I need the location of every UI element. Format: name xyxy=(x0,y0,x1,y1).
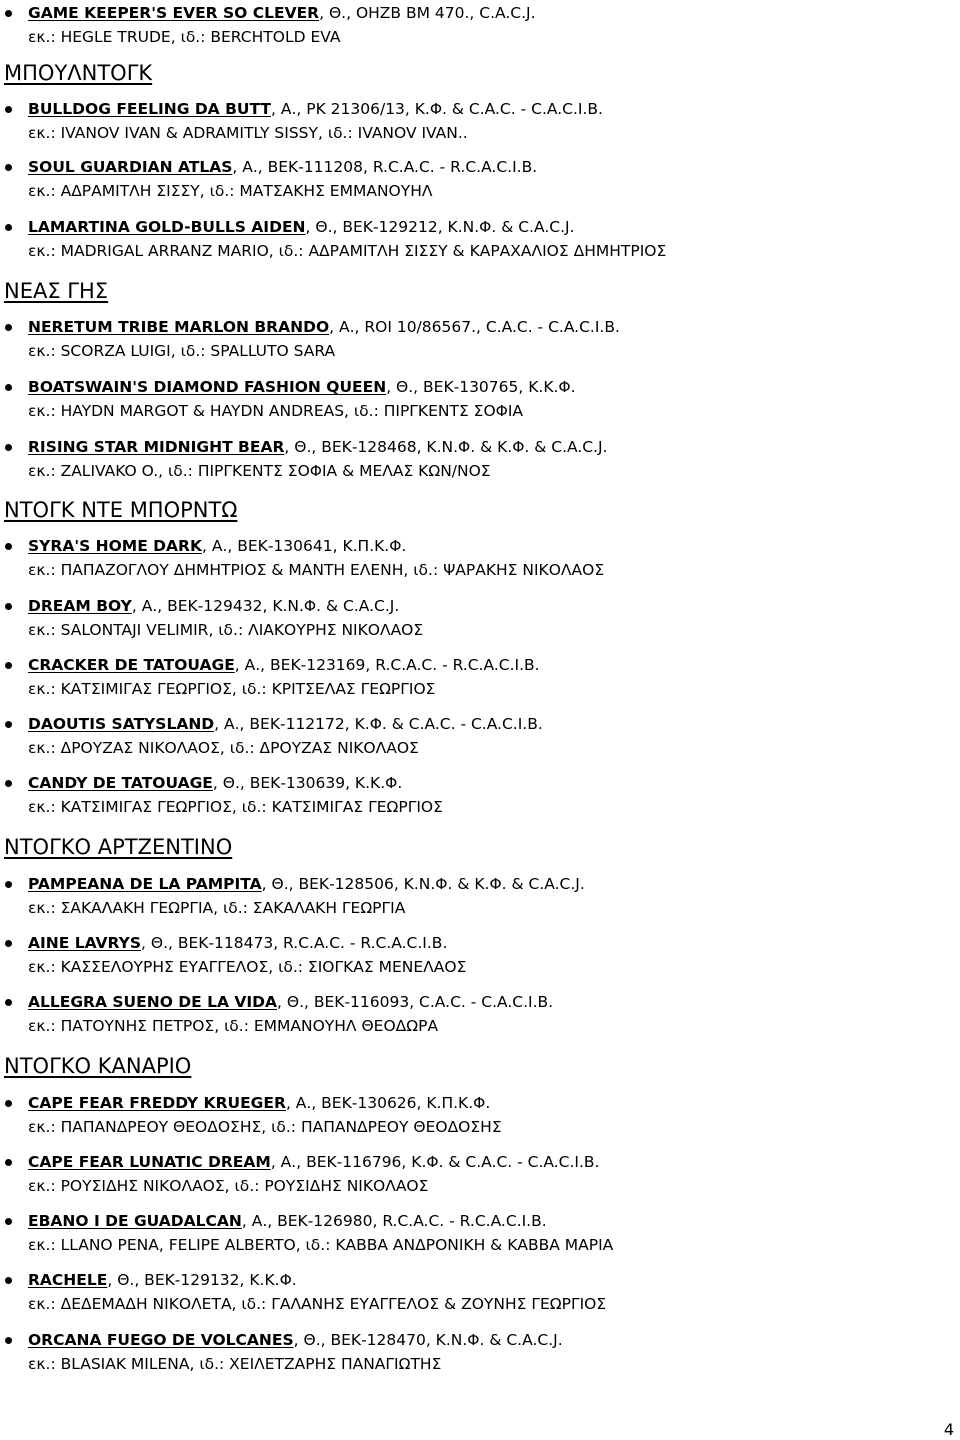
bullet-icon xyxy=(5,1159,12,1166)
dog-details: , Θ., ΒΕΚ-130765, Κ.Κ.Φ. xyxy=(386,378,576,396)
bullet-icon xyxy=(5,324,12,331)
breeder-owner: εκ.: MADRIGAL ARRANZ MARIO, ιδ.: ΑΔΡΑΜΙΤΛΗ ΣΙΣΣΥ & ΚΑΡΑΧΑΛΙΟΣ ΔΗΜΗΤΡΙΟΣ xyxy=(28,242,667,260)
dog-name: RACHELE xyxy=(28,1271,108,1289)
dog-details: , Α., ΒΕΚ-123169, R.C.A.C. - R.C.A.C.I.B. xyxy=(234,656,540,674)
bullet-icon xyxy=(5,999,12,1006)
breed-heading: ΜΠΟΥΛΝΤΟΓΚ xyxy=(4,61,153,85)
dog-name: EBANO I DE GUADALCAN xyxy=(28,1212,242,1230)
breeder-owner: εκ.: ΚΑΣΣΕΛΟΥΡΗΣ ΕΥΑΓΓΕΛΟΣ, ιδ.: ΣΙΟΓΚΑΣ ΜΕΝΕΛΑΟΣ xyxy=(28,958,467,976)
dog-details: , Θ., ΒΕΚ-130639, Κ.Κ.Φ. xyxy=(212,774,403,792)
dog-details: , Α., PK 21306/13, Κ.Φ. & C.A.C. - C.A.C.I.B. xyxy=(270,100,603,118)
dog-name: CRACKER DE TATOUAGE xyxy=(28,656,235,674)
dog-name: LAMARTINA GOLD-BULLS AIDEN xyxy=(28,218,306,236)
dog-details: , Θ., ΒΕΚ-128506, Κ.Ν.Φ. & Κ.Φ. & C.A.C.J. xyxy=(261,875,585,893)
dog-name: BOATSWAIN'S DIAMOND FASHION QUEEN xyxy=(28,378,387,396)
breeder-owner: εκ.: ΑΔΡΑΜΙΤΛΗ ΣΙΣΣΥ, ιδ.: ΜΑΤΣΑΚΗΣ ΕΜΜΑΝΟΥΗΛ xyxy=(28,182,433,200)
dog-name: SOUL GUARDIAN ATLAS xyxy=(28,158,233,176)
dog-details: , Α., ΒΕΚ-130626, Κ.Π.Κ.Φ. xyxy=(285,1094,491,1112)
dog-name: ORCANA FUEGO DE VOLCANES xyxy=(28,1331,294,1349)
breeder-owner: εκ.: SCORZA LUIGI, ιδ.: SPALLUTO SARA xyxy=(28,342,336,360)
page-number: 4 xyxy=(943,1420,954,1439)
breed-heading: ΝΤΟΓΚΟ ΚΑΝΑΡΙΟ xyxy=(4,1054,192,1078)
dog-name: BULLDOG FEELING DA BUTT xyxy=(28,100,271,118)
dog-details: , Θ., ΒΕΚ-129132, Κ.Κ.Φ. xyxy=(107,1271,297,1289)
bullet-icon xyxy=(5,721,12,728)
dog-details: , Θ., ΒΕΚ-128468, Κ.Ν.Φ. & Κ.Φ. & C.A.C.J. xyxy=(284,438,608,456)
bullet-icon xyxy=(5,106,12,113)
dog-details: , Α., ROI 10/86567., C.A.C. - C.A.C.I.B. xyxy=(329,318,620,336)
breeder-owner: εκ.: HAYDN MARGOT & HAYDN ANDREAS, ιδ.: ΠΙΡΓΚΕΝΤΣ ΣΟΦΙΑ xyxy=(28,402,524,420)
bullet-icon xyxy=(5,1337,12,1344)
bullet-icon xyxy=(5,780,12,787)
breeder-owner: εκ.: ΠΑΠΑΖΟΓΛΟΥ ΔΗΜΗΤΡΙΟΣ & ΜΑΝΤΗ ΕΛΕΝΗ, ιδ.: ΨΑΡΑΚΗΣ ΝΙΚΟΛΑΟΣ xyxy=(28,561,605,579)
breeder-owner: εκ.: ZALIVAKO O., ιδ.: ΠΙΡΓΚΕΝΤΣ ΣΟΦΙΑ & ΜΕΛΑΣ ΚΩΝ/ΝΟΣ xyxy=(28,462,491,480)
dog-details: , Θ., ΒΕΚ-118473, R.C.A.C. - R.C.A.C.I.B. xyxy=(141,934,448,952)
bullet-icon xyxy=(5,662,12,669)
bullet-icon xyxy=(5,164,12,171)
bullet-icon xyxy=(5,384,12,391)
bullet-icon xyxy=(5,603,12,610)
bullet-icon xyxy=(5,1218,12,1225)
dog-details: , Θ., ΒΕΚ-116093, C.A.C. - C.A.C.I.B. xyxy=(277,993,554,1011)
dog-name: NERETUM TRIBE MARLON BRANDO xyxy=(28,318,330,336)
breeder-owner: εκ.: HEGLE TRUDE, ιδ.: BERCHTOLD EVA xyxy=(28,28,341,46)
dog-details: , Θ., ΒΕΚ-129212, Κ.Ν.Φ. & C.A.C.J. xyxy=(305,218,575,236)
dog-details: , Α., ΒΕΚ-112172, Κ.Φ. & C.A.C. - C.A.C.I.B. xyxy=(214,715,543,733)
dog-details: , Θ., ΒΕΚ-128470, Κ.Ν.Φ. & C.A.C.J. xyxy=(293,1331,563,1349)
bullet-icon xyxy=(5,10,12,17)
breeder-owner: εκ.: BLASIAK MILENA, ιδ.: ΧΕΙΛΕΤΖΑΡΗΣ ΠΑΝΑΓΙΩΤΗΣ xyxy=(28,1355,442,1373)
dog-details: , Α., ΒΕΚ-126980, R.C.A.C. - R.C.A.C.I.B. xyxy=(241,1212,547,1230)
breeder-owner: εκ.: ΚΑΤΣΙΜΙΓΑΣ ΓΕΩΡΓΙΟΣ, ιδ.: ΚΡΙΤΣΕΛΑΣ ΓΕΩΡΓΙΟΣ xyxy=(28,680,436,698)
dog-details: , Θ., OHZB BM 470., C.A.C.J. xyxy=(319,4,536,22)
breeder-owner: εκ.: ΣΑΚΑΛΑΚΗ ΓΕΩΡΓΙΑ, ιδ.: ΣΑΚΑΛΑΚΗ ΓΕΩΡΓΙΑ xyxy=(28,899,406,917)
breeder-owner: εκ.: IVANOV IVAN & ADRAMITLY SISSY, ιδ.: IVANOV IVAN.. xyxy=(28,124,468,142)
breeder-owner: εκ.: ΔΡΟΥΖΑΣ ΝΙΚΟΛΑΟΣ, ιδ.: ΔΡΟΥΖΑΣ ΝΙΚΟΛΑΟΣ xyxy=(28,739,419,757)
bullet-icon xyxy=(5,881,12,888)
dog-details: , Α., ΒΕΚ-116796, Κ.Φ. & C.A.C. - C.A.C.I.B. xyxy=(270,1153,600,1171)
bullet-icon xyxy=(5,224,12,231)
dog-name: PAMPEANA DE LA PAMPITA xyxy=(28,875,262,893)
breeder-owner: εκ.: SALONTAJI VELIMIR, ιδ.: ΛΙΑΚΟΥΡΗΣ ΝΙΚΟΛΑΟΣ xyxy=(28,621,424,639)
dog-name: CANDY DE TATOUAGE xyxy=(28,774,213,792)
breeder-owner: εκ.: ΡΟΥΣΙΔΗΣ ΝΙΚΟΛΑΟΣ, ιδ.: ΡΟΥΣΙΔΗΣ ΝΙΚΟΛΑΟΣ xyxy=(28,1177,429,1195)
dog-details: , Α., ΒΕΚ-111208, R.C.A.C. - R.C.A.C.I.B. xyxy=(232,158,538,176)
breed-heading: ΝΤΟΓΚ ΝΤΕ ΜΠΟΡΝΤΩ xyxy=(4,498,238,522)
breeder-owner: εκ.: ΔΕΔΕΜΑΔΗ ΝΙΚΟΛΕΤΑ, ιδ.: ΓΑΛΑΝΗΣ ΕΥΑΓΓΕΛΟΣ & ΖΟΥΝΗΣ ΓΕΩΡΓΙΟΣ xyxy=(28,1295,607,1313)
breed-heading: ΝΤΟΓΚΟ ΑΡΤΖΕΝΤΙΝΟ xyxy=(4,835,233,859)
bullet-icon xyxy=(5,940,12,947)
bullet-icon xyxy=(5,543,12,550)
dog-name: CAPE FEAR FREDDY KRUEGER xyxy=(28,1094,286,1112)
dog-name: GAME KEEPER'S EVER SO CLEVER xyxy=(28,4,320,22)
breed-heading: ΝΕΑΣ ΓΗΣ xyxy=(4,279,109,303)
bullet-icon xyxy=(5,1100,12,1107)
dog-name: SYRA'S HOME DARK xyxy=(28,537,202,555)
dog-name: DAOUTIS SATYSLAND xyxy=(28,715,215,733)
breeder-owner: εκ.: ΠΑΠΑΝΔΡΕΟΥ ΘΕΟΔΟΣΗΣ, ιδ.: ΠΑΠΑΝΔΡΕΟΥ ΘΕΟΔΟΣΗΣ xyxy=(28,1118,502,1136)
bullet-icon xyxy=(5,444,12,451)
dog-details: , Α., ΒΕΚ-130641, Κ.Π.Κ.Φ. xyxy=(202,537,407,555)
breeder-owner: εκ.: ΠΑΤΟΥΝΗΣ ΠΕΤΡΟΣ, ιδ.: ΕΜΜΑΝΟΥΗΛ ΘΕΟΔΩΡΑ xyxy=(28,1017,439,1035)
dog-details: , Α., ΒΕΚ-129432, Κ.Ν.Φ. & C.A.C.J. xyxy=(131,597,400,615)
dog-name: AINE LAVRYS xyxy=(28,934,142,952)
dog-name: CAPE FEAR LUNATIC DREAM xyxy=(28,1153,271,1171)
dog-name: RISING STAR MIDNIGHT BEAR xyxy=(28,438,285,456)
dog-name: DREAM BOY xyxy=(28,597,132,615)
bullet-icon xyxy=(5,1277,12,1284)
dog-name: ALLEGRA SUENO DE LA VIDA xyxy=(28,993,278,1011)
breeder-owner: εκ.: LLANO PENA, FELIPE ALBERTO, ιδ.: ΚΑΒΒΑ ΑΝΔΡΟΝΙΚΗ & ΚΑΒΒΑ ΜΑΡΙΑ xyxy=(28,1236,614,1254)
breeder-owner: εκ.: ΚΑΤΣΙΜΙΓΑΣ ΓΕΩΡΓΙΟΣ, ιδ.: ΚΑΤΣΙΜΙΓΑΣ ΓΕΩΡΓΙΟΣ xyxy=(28,798,443,816)
